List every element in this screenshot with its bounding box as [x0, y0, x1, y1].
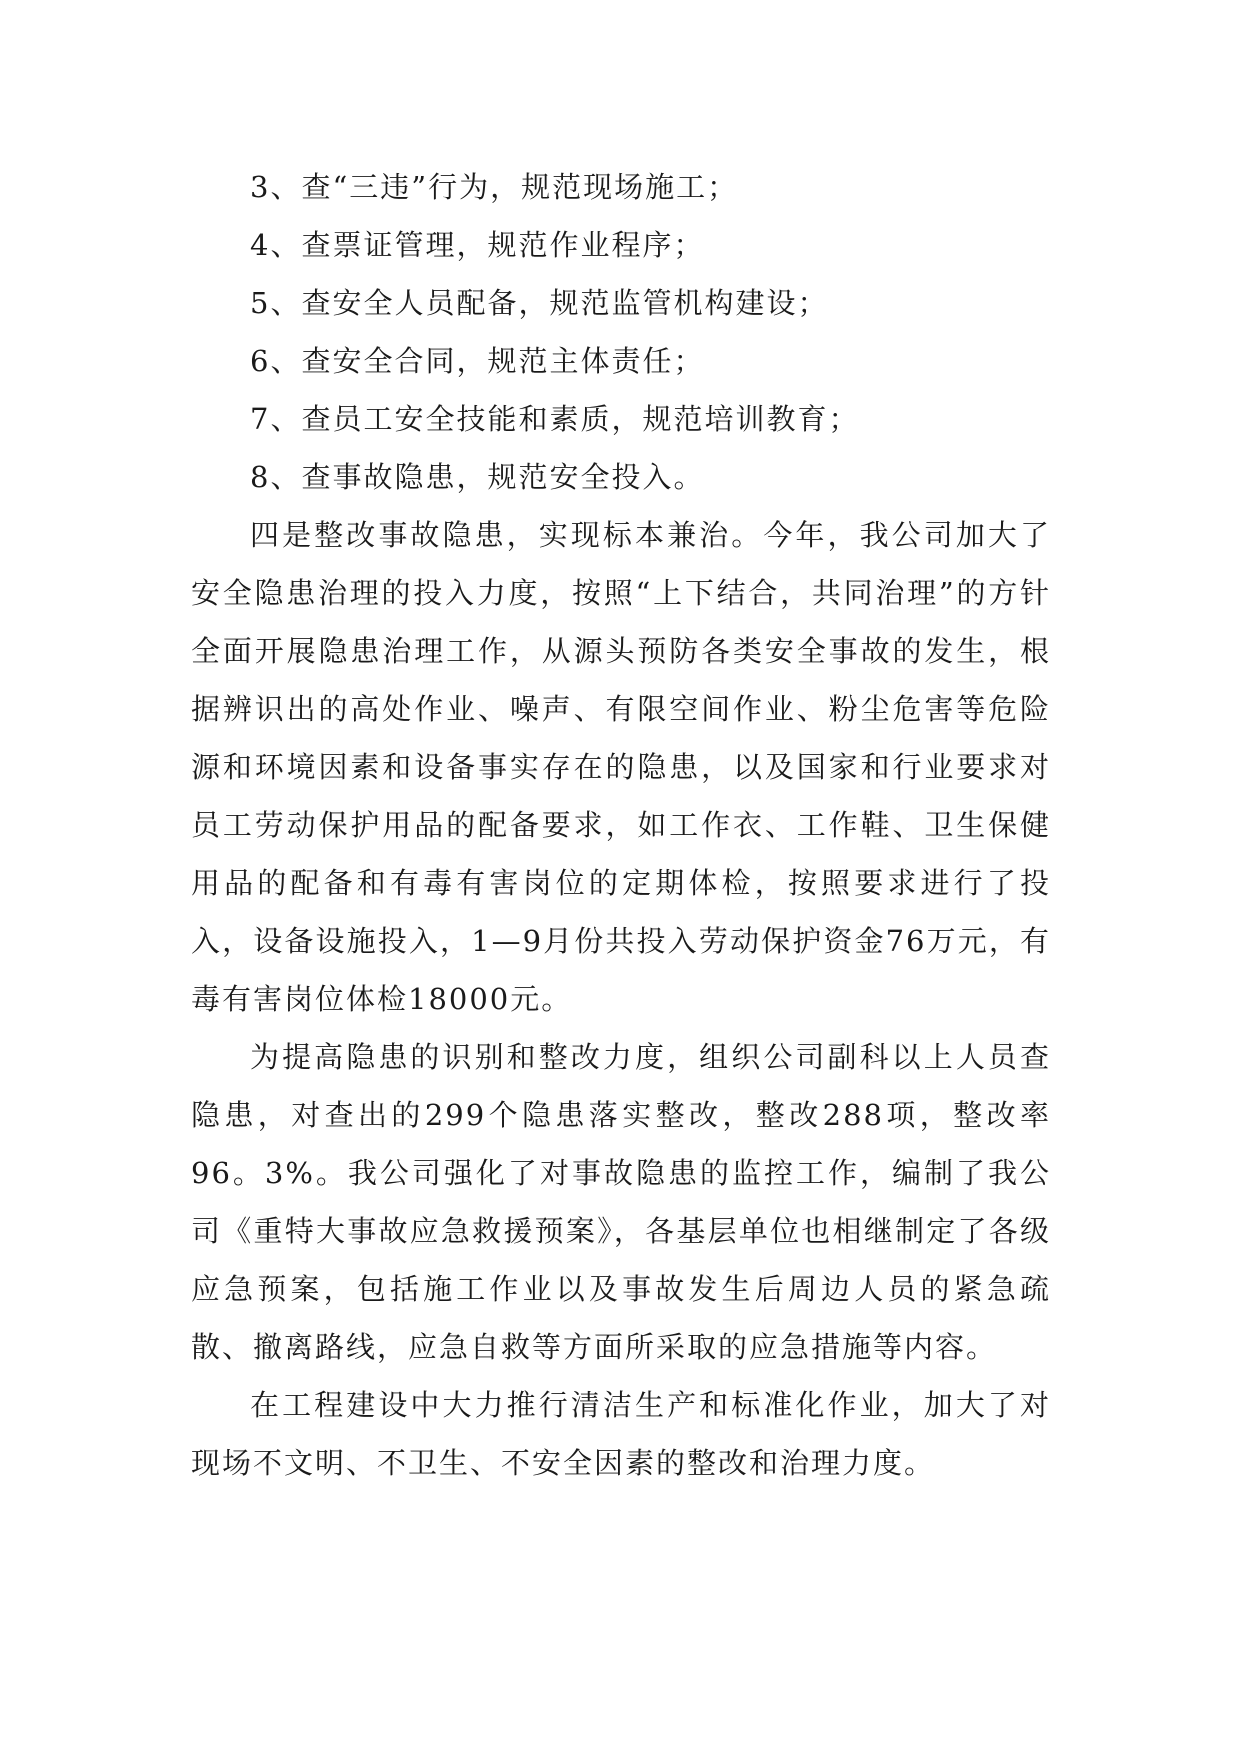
list-item: 7、查员工安全技能和素质，规范培训教育；: [250, 402, 860, 436]
paragraph-hazard-rectification: 四是整改事故隐患，实现标本兼治。今年，我公司加大了安全隐患治理的投入力度，按照“上下结合，共同治理”的方针全面开展隐患治理工作，从源头预防各类安全事故的发生，根据辨识出的高处作业、噪声、有限空间作业、粉尘危害等危险源和环境因素和设备事实存在的隐患，以及国家和行业要求对员工劳动保护用品的配备要求，如工作衣、工作鞋、卫生保健用品的配备和有毒有害岗位的定期体检，按照要求进行了投入，设备设施投入，1—9月份共投入劳动保护资金76万元，有毒有害岗位体检18000元。: [191, 518, 1051, 1016]
list-item: 4、查票证管理，规范作业程序；: [250, 228, 705, 262]
list-item: 6、查安全合同，规范主体责任；: [250, 344, 705, 378]
list-item: 5、查安全人员配备，规范监管机构建设；: [250, 286, 829, 320]
paragraph-hazard-identification: 为提高隐患的识别和整改力度，组织公司副科以上人员查隐患，对查出的299个隐患落实整改，整改288项，整改率96。3%。我公司强化了对事故隐患的监控工作，编制了我公司《重特大事故应急救援预案》，各基层单位也相继制定了各级应急预案，包括施工作业以及事故发生后周边人员的紧急疏散、撤离路线，应急自救等方面所采取的应急措施等内容。: [191, 1040, 1051, 1364]
inspection-list: [191, 158, 1051, 506]
document-body: [191, 158, 1051, 1492]
paragraph-clean-production: 在工程建设中大力推行清洁生产和标准化作业，加大了对现场不文明、不卫生、不安全因素的整改和治理力度。: [191, 1388, 1051, 1480]
list-item: 3、查“三违”行为，规范现场施工；: [250, 170, 739, 204]
list-item: 8、查事故隐患，规范安全投入。: [250, 460, 705, 494]
